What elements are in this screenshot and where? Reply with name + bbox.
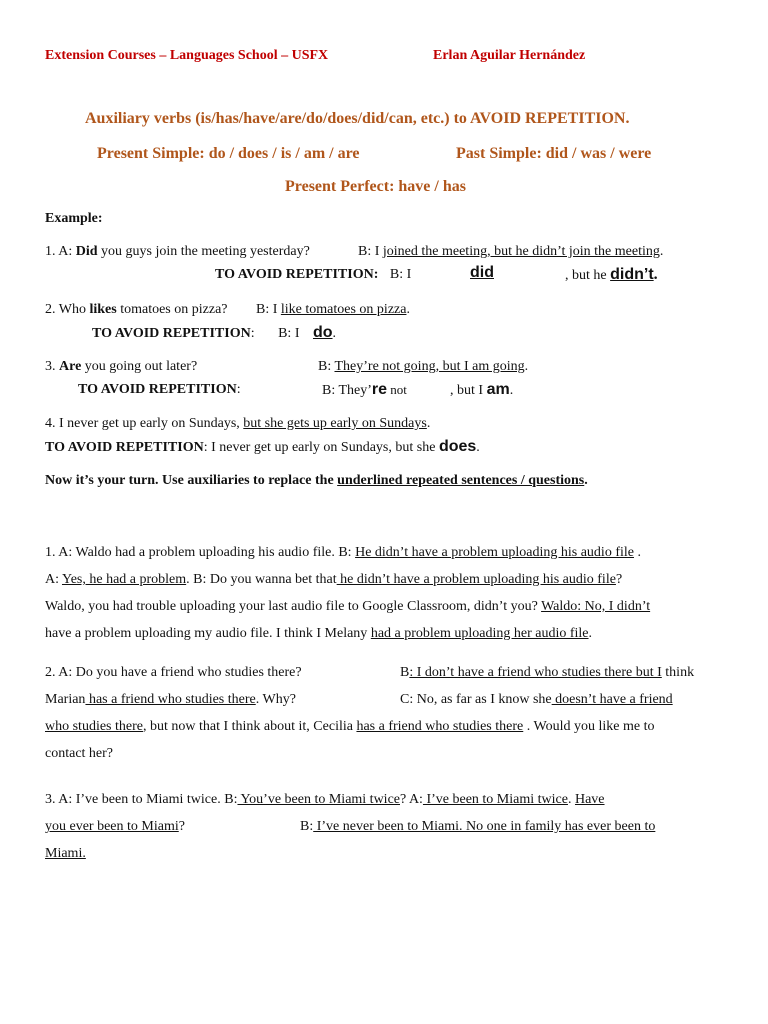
exercise-1-line-1 [45,544,641,562]
underlined-text: you ever been to Miami [45,819,179,834]
text: , but he [565,268,611,283]
example-3-avoid-end [450,381,513,400]
aux-word: do [312,324,333,341]
avoid-label: TO AVOID REPETITION [92,326,251,341]
text: . [567,792,575,807]
text: have a problem uploading my audio file. I think I Melany [45,626,371,641]
aux-word: does [438,438,477,455]
past-simple-title: Past Simple: did / was / were [456,145,652,162]
underlined-text: had a problem uploading her audio file [370,626,589,641]
aux-word: did [470,264,494,281]
underlined-text: I’ve never been to Miami. No one in family has ever been to [313,819,656,834]
exercise-2-line-3 [45,718,654,736]
example-1-question [45,243,310,261]
text: Now it’s your turn. Use auxiliaries to replace the [45,473,338,488]
aux-word: Are [59,359,82,374]
example-1-avoid-end [565,266,658,285]
exercise-2-line-2b [400,691,673,709]
text: 1. A: [45,244,76,259]
text: B: I [278,326,300,341]
aux-word: didn’t [610,266,654,283]
example-label: Example: [45,211,103,226]
aux-word: Did [75,244,98,259]
exercise-3-line-2b [300,818,655,836]
exercise-2-line-4: contact her? [45,746,114,761]
text: : I never get up early on Sundays, but she [203,440,439,455]
underlined-text: has a friend who studies there [85,692,256,707]
text: : [250,326,255,341]
text: not [387,382,407,397]
text: . [584,473,588,488]
underlined-text: but she gets up early on Sundays [243,416,427,431]
text: : [236,382,241,397]
underlined-text: Waldo: No, I didn’t [541,599,651,614]
text: B: [318,359,335,374]
text: A: [45,572,62,587]
text: 3. [45,359,59,374]
present-perfect-title: Present Perfect: have / has [285,178,466,195]
underlined-text: joined the meeting, but he didn’t join the meeting [382,244,660,259]
text: . Would you like me to [523,719,655,734]
aux-word: re [371,381,388,398]
underlined-text: who studies there [45,719,143,734]
exercise-3-line-3 [45,845,86,863]
exercise-1-line-4 [45,625,592,643]
underlined-text: like tomatoes on pizza [280,302,407,317]
text: B [400,665,410,680]
underlined-text: Have [574,792,605,807]
text: B: [300,819,314,834]
aux-word: likes [89,302,117,317]
avoid-label: TO AVOID REPETITION [78,382,237,397]
text: . [588,626,593,641]
exercise-3-line-1 [45,791,605,809]
text: you going out later? [81,359,198,374]
avoid-label: TO AVOID REPETITION: [215,267,379,282]
text: you guys join the meeting yesterday? [97,244,310,259]
text: B: I [389,267,412,282]
text: tomatoes on pizza? [116,302,228,317]
example-4-avoid [45,438,480,457]
exercise-2-line-1b [400,664,694,682]
header-course: Extension Courses – Languages School – USFX [45,48,329,63]
underlined-text: I’ve been to Miami twice [422,792,568,807]
text: . [509,383,514,398]
text: , but I [450,383,487,398]
underlined-text: Miami. [45,846,86,861]
underlined-text: He didn’t have a problem uploading his audio file [355,545,634,560]
text: B: They’ [322,383,372,398]
exercise-3-line-2a [45,818,185,836]
example-3-avoid-b [322,381,407,400]
header-author: Erlan Aguilar Hernández [433,48,586,63]
text: 4. I never get up early on Sundays, [45,416,244,431]
text: 2. Who [45,302,90,317]
underlined-text: he didn’t have a problem uploading his audio file [336,572,616,587]
text: 2. A: Do you have a friend who studies there? [45,665,302,680]
exercise-2-line-1a [45,664,302,682]
example-1-answer: B: I joined the meeting, but he didn’t join the meeting. [358,244,664,259]
text: C: No, as far as I know she [400,692,552,707]
exercise-1-line-2 [45,571,622,589]
text: . [476,440,480,455]
exercise-2-line-2a [45,691,296,709]
text: . [653,266,658,283]
example-3-answer: B: They’re not going, but I am going. [318,359,529,374]
text: . Why? [255,692,296,707]
underlined-text: has a friend who studies there [356,719,524,734]
text: ? [178,819,185,834]
example-2-answer: B: I like tomatoes on pizza. [256,302,410,317]
text: B: I [256,302,281,317]
text: think [661,665,695,680]
example-1-aux1 [470,264,494,283]
underlined-text: doesn’t have a friend [551,692,673,707]
underlined-text: : I don’t have a friend who studies there but I [409,665,662,680]
underlined-text: You’ve been to Miami twice [237,792,400,807]
text: . [633,545,641,560]
underlined-text: underlined repeated sentences / questions [337,473,585,488]
text: 1. A: Waldo had a problem uploading his audio file. B: [45,545,356,560]
exercise-1-line-3 [45,598,650,616]
underlined-text: They’re not going, but I am going [334,359,525,374]
text: B: I [358,244,383,259]
example-4-sentence: 4. I never get up early on Sundays, but she gets up early on Sundays. [45,416,431,431]
text: . [332,326,337,341]
text: , but now that I think about it, Cecilia [142,719,357,734]
text: 3. A: I’ve been to Miami twice. B: [45,792,238,807]
instruction [45,472,588,490]
text: ? [615,572,623,587]
example-1-avoid [215,266,411,284]
text: . B: Do you wanna bet that [186,572,337,587]
aux-word: am [486,381,510,398]
avoid-label: TO AVOID REPETITION [45,440,204,455]
example-3-question [45,358,197,376]
text: Waldo, you had trouble uploading your last audio file to Google Classroom, didn’t you? [45,599,542,614]
text: ? A: [400,792,423,807]
example-2-question [45,301,228,319]
underlined-text: Yes, he had a problem [61,572,187,587]
example-3-avoid [78,381,241,399]
example-2-avoid [92,324,336,343]
present-simple-title: Present Simple: do / does / is / am / are [97,145,360,162]
text: Marian [45,692,86,707]
page-title: Auxiliary verbs (is/has/have/are/do/does/did/can, etc.) to AVOID REPETITION. [85,110,630,127]
